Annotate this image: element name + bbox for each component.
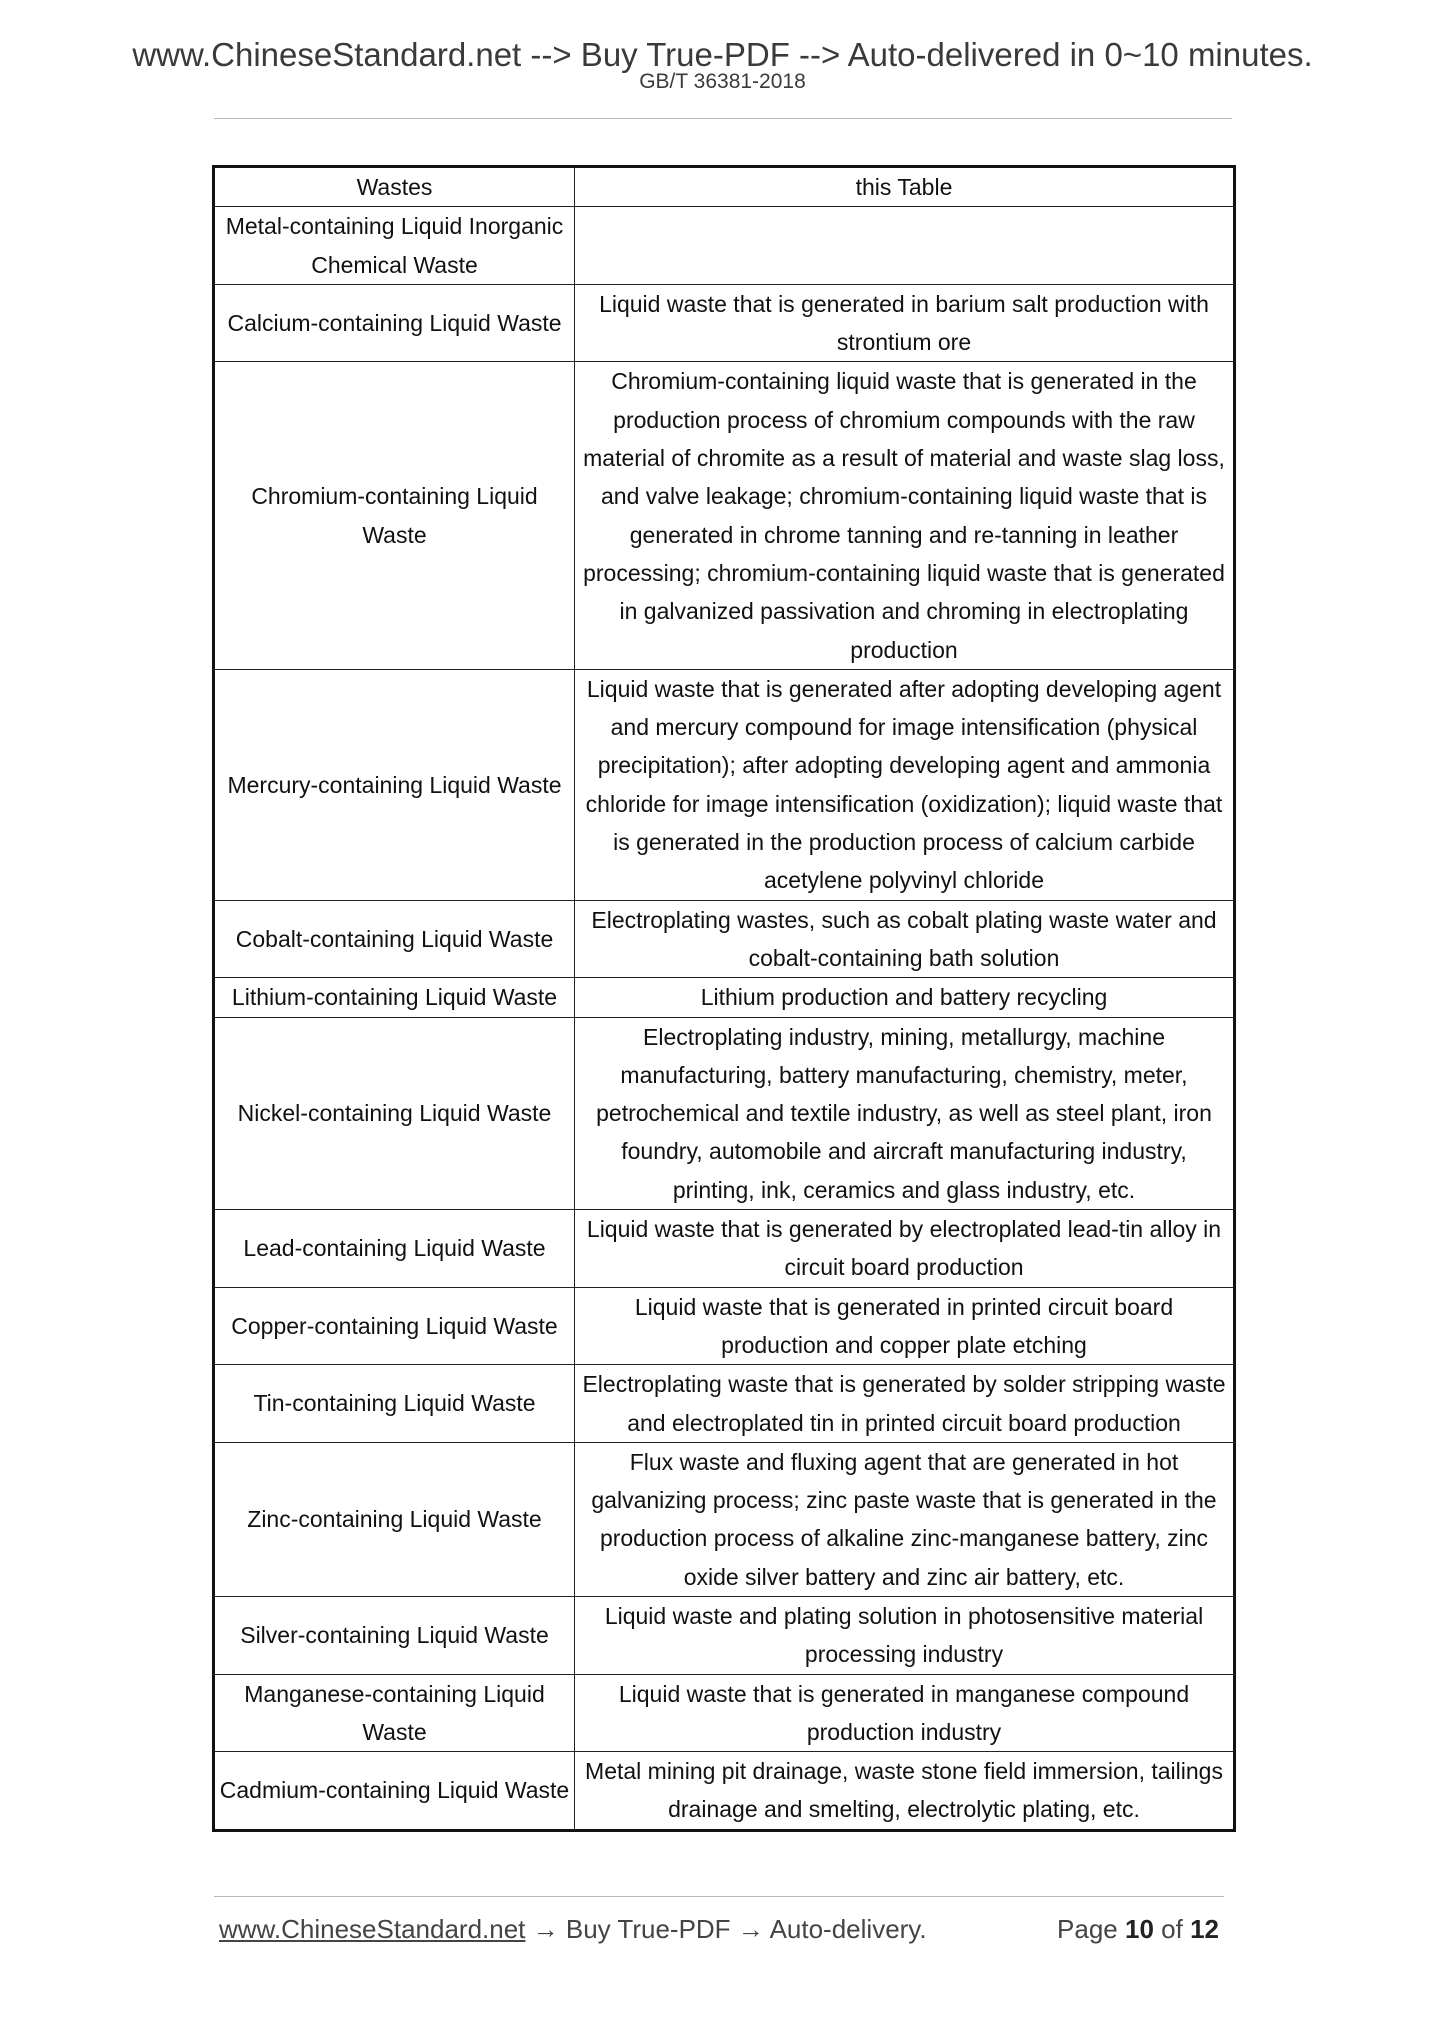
wastes-table: [212, 165, 1236, 1832]
table-row: [214, 207, 1235, 285]
header-divider: [214, 118, 1232, 119]
page-total: 12: [1190, 1914, 1219, 1944]
waste-name-cell: Tin-containing Liquid Waste: [214, 1365, 575, 1443]
table-row: [214, 978, 1235, 1017]
footer-tagline: → Buy True-PDF → Auto-delivery.: [525, 1914, 927, 1944]
waste-description-cell: [575, 207, 1235, 285]
waste-name-cell: Cadmium-containing Liquid Waste: [214, 1752, 575, 1831]
waste-description-cell: Liquid waste that is generated after adopting developing agent and mercury compound for image intensification (physical precipitation); after adopting developing agent and ammonia chloride for image intensification (oxidization); liquid waste that is generated in the production process of calcium carbide acetylene polyvinyl chloride: [575, 669, 1235, 900]
footer-divider: [214, 1896, 1224, 1897]
waste-name-cell: Nickel-containing Liquid Waste: [214, 1017, 575, 1209]
waste-description-cell: Liquid waste that is generated in manganese compound production industry: [575, 1674, 1235, 1752]
waste-name-cell: Silver-containing Liquid Waste: [214, 1596, 575, 1674]
page-label: Page: [1057, 1914, 1118, 1944]
waste-description-cell: Chromium-containing liquid waste that is generated in the production process of chromium compounds with the raw material of chromite as a result of material and waste slag loss, and valve leakage; chromium-containing liquid waste that is generated in chrome tanning and re-tanning in leather processing; chromium-containing liquid waste that is generated in galvanized passivation and chroming in electroplating production: [575, 362, 1235, 669]
table-row: [214, 1442, 1235, 1596]
waste-description-cell: Electroplating industry, mining, metallurgy, machine manufacturing, battery manufacturing, chemistry, meter, petrochemical and textile industry, as well as steel plant, iron foundry, automobile and aircraft manufacturing industry, printing, ink, ceramics and glass industry, etc.: [575, 1017, 1235, 1209]
table-row: [214, 1674, 1235, 1752]
page-of: of: [1161, 1914, 1183, 1944]
standard-code: GB/T 36381-2018: [639, 70, 806, 93]
top-banner: www.ChineseStandard.net --> Buy True-PDF --> Auto-delivered in 0~10 minutes.: [132, 36, 1313, 73]
waste-description-cell: Metal mining pit drainage, waste stone field immersion, tailings drainage and smelting, electrolytic plating, etc.: [575, 1752, 1235, 1831]
table-row: [214, 362, 1235, 669]
table-row: [214, 1017, 1235, 1209]
waste-name-cell: Mercury-containing Liquid Waste: [214, 669, 575, 900]
page-indicator: [1057, 1914, 1219, 1945]
table-row: [214, 1596, 1235, 1674]
waste-name-cell: Zinc-containing Liquid Waste: [214, 1442, 575, 1596]
waste-name-cell: Copper-containing Liquid Waste: [214, 1287, 575, 1365]
waste-name-cell: Cobalt-containing Liquid Waste: [214, 900, 575, 978]
table-row: [214, 669, 1235, 900]
table-row: [214, 284, 1235, 362]
footer-site-link[interactable]: www.ChineseStandard.net: [219, 1914, 526, 1944]
table-row: [214, 900, 1235, 978]
waste-description-cell: Lithium production and battery recycling: [575, 978, 1235, 1017]
table-row: [214, 1365, 1235, 1443]
table-row: [214, 1752, 1235, 1831]
page-footer: [219, 1914, 1219, 1945]
waste-name-cell: Manganese-containing Liquid Waste: [214, 1674, 575, 1752]
waste-description-cell: Liquid waste that is generated by electroplated lead-tin alloy in circuit board production: [575, 1210, 1235, 1288]
column-header-description: this Table: [575, 167, 1235, 207]
waste-name-cell: Metal-containing Liquid Inorganic Chemical Waste: [214, 207, 575, 285]
waste-name-cell: Chromium-containing Liquid Waste: [214, 362, 575, 669]
waste-description-cell: Liquid waste that is generated in printed circuit board production and copper plate etching: [575, 1287, 1235, 1365]
waste-description-cell: Electroplating wastes, such as cobalt plating waste water and cobalt-containing bath solution: [575, 900, 1235, 978]
waste-description-cell: Electroplating waste that is generated by solder stripping waste and electroplated tin in printed circuit board production: [575, 1365, 1235, 1443]
table-row: [214, 1287, 1235, 1365]
waste-description-cell: Liquid waste that is generated in barium salt production with strontium ore: [575, 284, 1235, 362]
page-current: 10: [1125, 1914, 1154, 1944]
table-row: [214, 1210, 1235, 1288]
column-header-wastes: Wastes: [214, 167, 575, 207]
waste-name-cell: Calcium-containing Liquid Waste: [214, 284, 575, 362]
waste-name-cell: Lead-containing Liquid Waste: [214, 1210, 575, 1288]
waste-name-cell: Lithium-containing Liquid Waste: [214, 978, 575, 1017]
waste-description-cell: Flux waste and fluxing agent that are generated in hot galvanizing process; zinc paste waste that is generated in the production process of alkaline zinc-manganese battery, zinc oxide silver battery and zinc air battery, etc.: [575, 1442, 1235, 1596]
waste-description-cell: Liquid waste and plating solution in photosensitive material processing industry: [575, 1596, 1235, 1674]
table-header-row: [214, 167, 1235, 207]
